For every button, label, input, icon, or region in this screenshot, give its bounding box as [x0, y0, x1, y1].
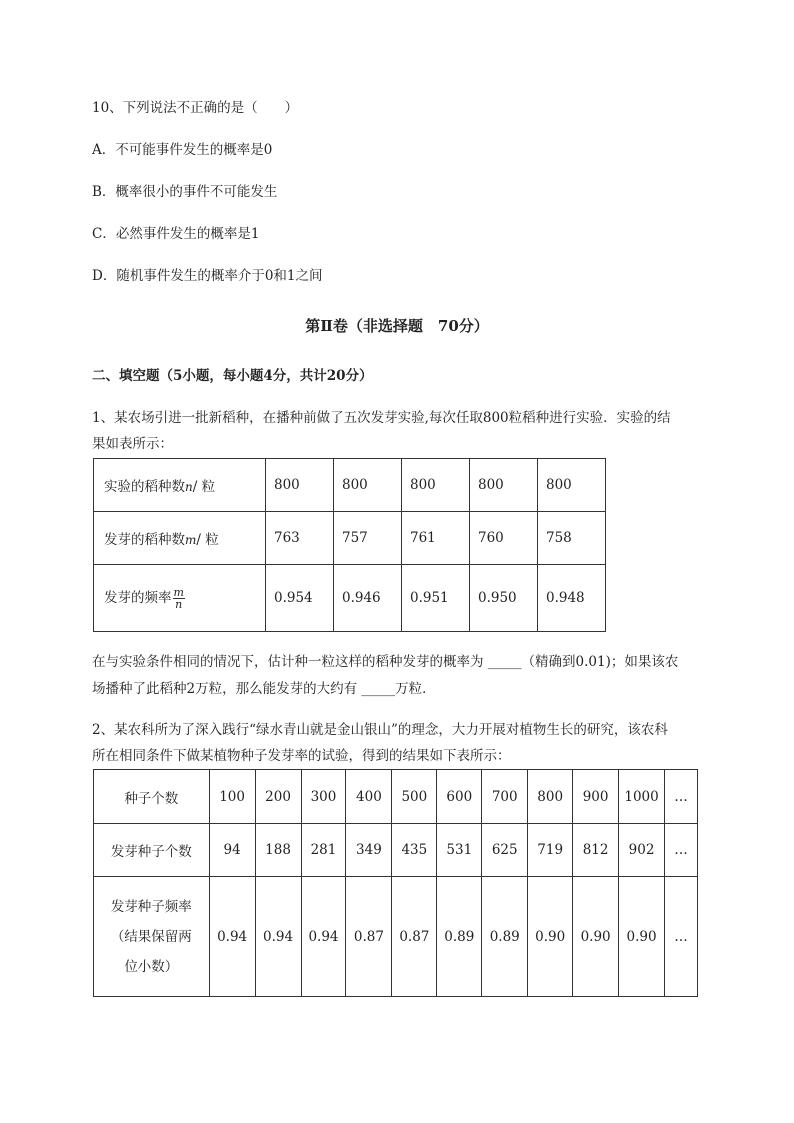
table-cell: 763 — [266, 512, 334, 565]
table-cell: 435 — [392, 824, 437, 877]
part2-title: 第Ⅱ卷（非选择题 70分） — [305, 317, 489, 335]
table-cell: 0.87 — [346, 877, 392, 997]
q1-table-row — [94, 459, 606, 512]
table-cell: 0.90 — [573, 877, 619, 997]
table-cell: 625 — [482, 824, 528, 877]
table-cell: 800 — [334, 459, 402, 512]
table-cell: 1000 — [619, 770, 665, 824]
table-cell: 188 — [255, 824, 301, 877]
table-cell: 500 — [392, 770, 437, 824]
table-cell: 600 — [437, 770, 482, 824]
q10-option-a: A．不可能事件发生的概率是0 — [92, 142, 273, 158]
table-cell: 0.954 — [266, 565, 334, 632]
table-cell: 0.89 — [482, 877, 528, 997]
table-cell: … — [665, 877, 698, 997]
q2-table-row — [94, 770, 698, 824]
table-cell: 812 — [573, 824, 619, 877]
q1-stem-line1: 1、某农场引进一批新稻种，在播种前做了五次发芽实验,每次任取800粒稻种进行实验．实验的结 — [92, 410, 671, 426]
q1-after-line2: 场播种了此稻种2万粒，那么能发芽的大约有 _____万粒． — [92, 681, 436, 697]
table-cell: 0.89 — [437, 877, 482, 997]
table-cell: 281 — [301, 824, 346, 877]
table-cell: 200 — [255, 770, 301, 824]
table-cell: 757 — [334, 512, 402, 565]
table-cell: 758 — [538, 512, 606, 565]
q1-row1-label: 实验的稻种数n/ 粒 — [94, 459, 266, 512]
table-cell: 0.90 — [528, 877, 573, 997]
q2-stem-line2: 所在相同条件下做某植物种子发芽率的试验，得到的结果如下表所示： — [92, 748, 511, 764]
frequency-fraction: $\frac{m}{n}$ — [173, 586, 184, 611]
table-cell: 902 — [619, 824, 665, 877]
table-cell: 800 — [538, 459, 606, 512]
table-cell: 800 — [528, 770, 573, 824]
table-cell: 100 — [209, 770, 255, 824]
table-cell: 719 — [528, 824, 573, 877]
q1-row2-label: 发芽的稻种数m/ 粒 — [94, 512, 266, 565]
table-cell: 400 — [346, 770, 392, 824]
table-cell: … — [665, 824, 698, 877]
table-cell: 531 — [437, 824, 482, 877]
table-cell: 349 — [346, 824, 392, 877]
table-cell: 0.87 — [392, 877, 437, 997]
table-cell: … — [665, 770, 698, 824]
table-cell: 700 — [482, 770, 528, 824]
table-cell: 0.90 — [619, 877, 665, 997]
q2-row2-label: 发芽种子个数 — [94, 824, 210, 877]
table-cell: 0.94 — [255, 877, 301, 997]
table-cell: 900 — [573, 770, 619, 824]
q2-row1-label: 种子个数 — [94, 770, 210, 824]
q2-table-row — [94, 877, 698, 997]
table-cell: 0.950 — [470, 565, 538, 632]
q10-stem: 10、下列说法不正确的是（ ） — [92, 100, 299, 116]
table-cell: 0.948 — [538, 565, 606, 632]
table-cell: 94 — [209, 824, 255, 877]
table-cell: 761 — [402, 512, 470, 565]
table-cell: 300 — [301, 770, 346, 824]
q1-row3-label: 发芽的频率 $\frac{m}{n}$ — [94, 565, 266, 632]
table-cell: 0.946 — [334, 565, 402, 632]
table-cell: 0.94 — [209, 877, 255, 997]
q10-option-d: D．随机事件发生的概率介于0和1之间 — [92, 268, 323, 284]
table-cell: 760 — [470, 512, 538, 565]
q1-table — [93, 458, 606, 632]
table-cell: 0.94 — [301, 877, 346, 997]
q10-option-c: C．必然事件发生的概率是1 — [92, 226, 260, 242]
q1-table-row — [94, 512, 606, 565]
table-cell: 800 — [470, 459, 538, 512]
q1-after-line1: 在与实验条件相同的情况下，估计种一粒这样的稻种发芽的概率为 _____（精确到0.01)；如果该农 — [92, 654, 679, 670]
table-cell: 800 — [402, 459, 470, 512]
q2-row3-label: 发芽种子频率 （结果保留两 位小数） — [94, 877, 210, 997]
table-cell: 800 — [266, 459, 334, 512]
q2-table — [93, 769, 698, 997]
section-title-fill-in: 二、填空题（5小题，每小题4分，共计20分） — [92, 368, 373, 384]
q1-table-row — [94, 565, 606, 632]
table-cell: 0.951 — [402, 565, 470, 632]
q10-option-b: B．概率很小的事件不可能发生 — [92, 184, 278, 200]
q1-stem-line2: 果如表所示： — [92, 436, 173, 452]
q2-table-row — [94, 824, 698, 877]
q2-stem-line1: 2、某农科所为了深入践行“绿水青山就是金山银山”的理念，大力开展对植物生长的研究，该农科 — [92, 722, 668, 738]
